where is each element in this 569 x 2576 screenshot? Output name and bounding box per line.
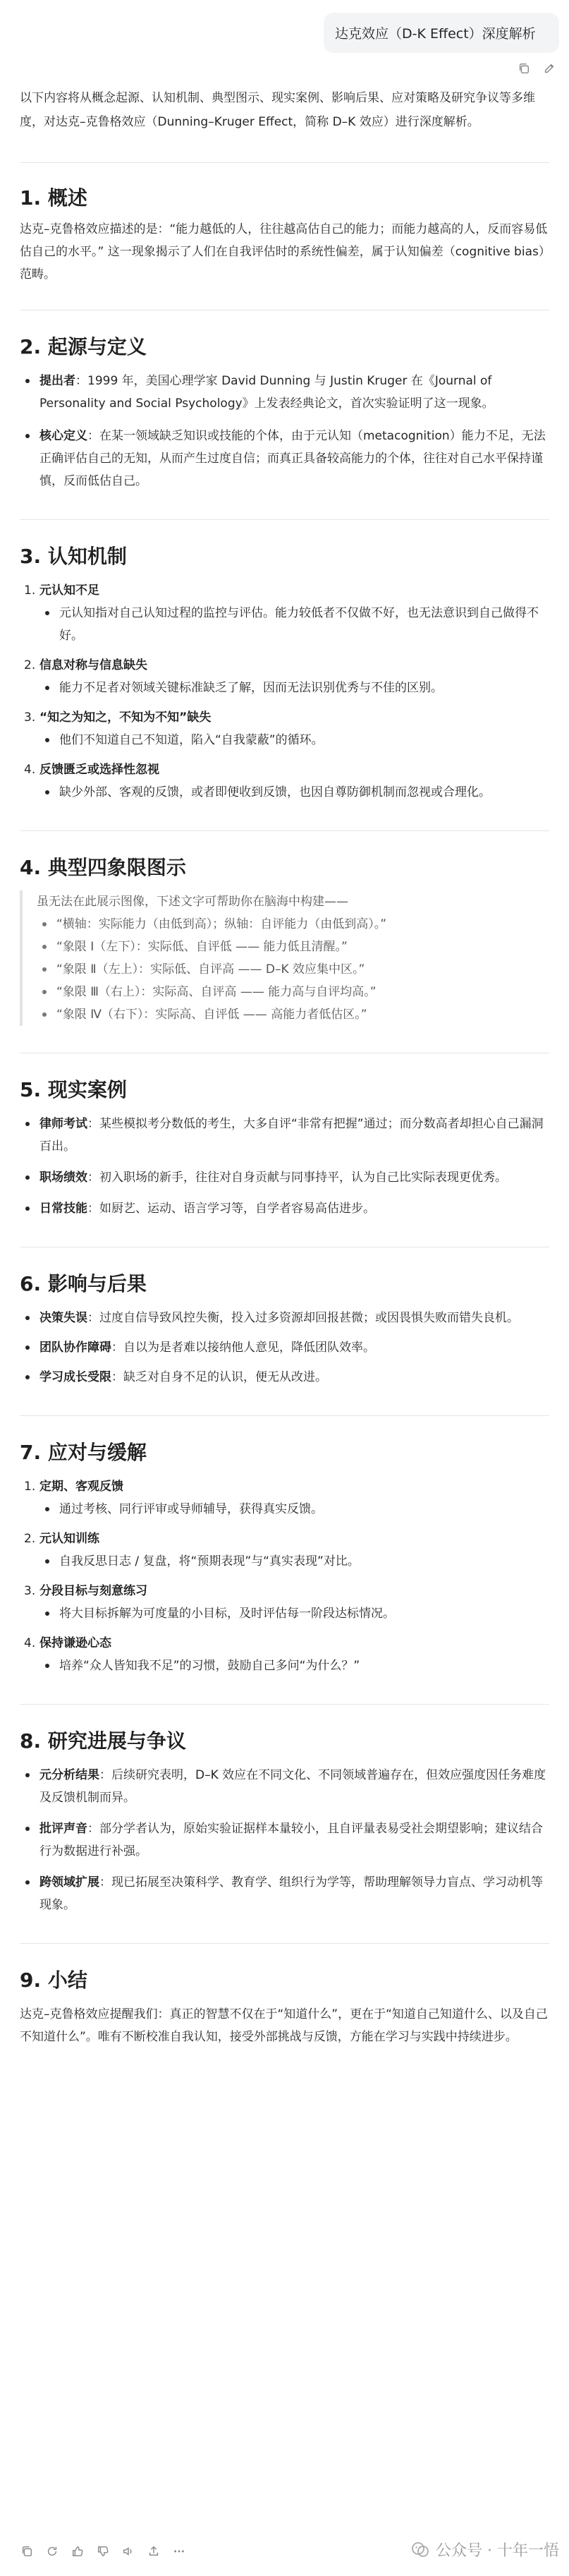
list-item-label: 反馈匮乏或选择性忽视: [39, 763, 159, 777]
list-item-label: 元认知训练: [39, 1532, 99, 1546]
section-4-title: 4. 典型四象限图示: [20, 856, 186, 879]
quote-item: “象限 Ⅱ（左上）：实际低、自评高 —— D–K 效应集中区。”: [37, 958, 549, 981]
thumbs-up-icon[interactable]: [71, 2544, 85, 2558]
share-icon[interactable]: [147, 2544, 161, 2558]
section-9-title: 9. 小结: [20, 1969, 87, 1992]
section-5-title: 5. 现实案例: [20, 1078, 127, 1101]
list-item-text: ：在某一领域缺乏知识或技能的个体，由于元认知（metacognition）能力不足，无法正确评估自己的无知，从而产生过度自信；而真正具备较高能力的个体，往往对自己水平保持谨慎，反而低估自己。: [39, 429, 546, 488]
section-8-title: 8. 研究进展与争议: [20, 1729, 186, 1753]
sub-list-item: 他们不知道自己不知道，陷入“自我蒙蔽”的循环。: [39, 729, 549, 751]
section-7-list: [20, 1475, 549, 1677]
section-2-list: [20, 370, 549, 492]
list-item-text: ：1999 年，美国心理学家 David Dunning 与 Justin Kruger 在《Journal of Personality and Social Psychology》上发表经典论文，首次实验证明了这一现象。: [39, 374, 494, 411]
list-item-label: 元认知不足: [39, 583, 99, 598]
watermark-text: 公众号 · 十年一悟: [436, 2542, 559, 2560]
list-item: [20, 1336, 549, 1359]
answer-actions: [20, 2544, 186, 2558]
section-1-title: 1. 概述: [20, 186, 87, 210]
copy-icon[interactable]: [20, 2544, 34, 2558]
section-1-text: 达克–克鲁格效应描述的是：“能力越低的人，往往越高估自己的能力；而能力越高的人，反而容易低估自己的水平。” 这一现象揭示了人们在自我评估时的系统性偏差，属于认知偏差（cognitive bias）范畴。: [20, 222, 548, 282]
list-item: [20, 1871, 549, 1916]
list-item-text: ：自以为是者难以接纳他人意见，降低团队效率。: [111, 1341, 375, 1355]
list-item: [20, 370, 549, 415]
quote-item: “象限 Ⅰ（左下）：实际低、自评低 —— 能力低且清醒。”: [37, 936, 549, 958]
list-item-text: ：缺乏对自身不足的认识，便无从改进。: [111, 1370, 327, 1384]
list-item-text: ：如厨艺、运动、语言学习等，自学者容易高估进步。: [87, 1202, 375, 1216]
quote-item: “横轴：实际能力（由低到高）；纵轴：自评能力（由低到高）。”: [37, 913, 549, 936]
user-query-actions: [517, 61, 556, 75]
copy-icon[interactable]: [517, 61, 531, 75]
list-item: [20, 1632, 549, 1655]
list-item: [20, 1528, 549, 1550]
list-number: 3.: [24, 710, 36, 725]
list-item-label: 批评声音: [39, 1822, 87, 1836]
list-item: [20, 706, 549, 729]
section-2-title: 2. 起源与定义: [20, 335, 147, 358]
sub-list-item: 自我反思日志 / 复盘，将“预期表现”与“真实表现”对比。: [39, 1550, 549, 1573]
list-item: [20, 654, 549, 677]
list-item-label: 保持谦逊心态: [39, 1636, 111, 1650]
quote-item: “象限 Ⅳ（右下）：实际高、自评低 —— 高能力者低估区。”: [37, 1003, 549, 1026]
list-item: [20, 425, 549, 492]
section-6-list: [20, 1307, 549, 1389]
list-item-text: ：初入职场的新手，往往对自身贡献与同事持平，认为自己比实际表现更优秀。: [87, 1171, 507, 1185]
section-3-list: [20, 579, 549, 804]
list-item: [20, 1475, 549, 1498]
quadrant-quote-block: [20, 890, 549, 1026]
list-item-label: 分段目标与刻意练习: [39, 1584, 147, 1598]
more-icon[interactable]: [172, 2544, 186, 2558]
list-item-label: 跨领域扩展: [39, 1875, 99, 1889]
list-item-label: 元分析结果: [39, 1768, 99, 1782]
list-number: 3.: [24, 1584, 36, 1598]
list-number: 2.: [24, 1532, 36, 1546]
thumbs-down-icon[interactable]: [96, 2544, 110, 2558]
list-item: [20, 1197, 549, 1220]
list-item-text: ：现已拓展至决策科学、教育学、组织行为学等，帮助理解领导力盲点、学习动机等现象。: [39, 1875, 543, 1912]
list-item: [20, 1764, 549, 1809]
list-item: [20, 1113, 549, 1158]
list-number: 1.: [24, 1480, 36, 1494]
section-5-list: [20, 1113, 549, 1220]
list-item: [20, 1307, 549, 1329]
sub-list-item: 元认知指对自己认知过程的监控与评估。能力较低者不仅做不好，也无法意识到自己做得不好。: [39, 602, 549, 647]
list-item-text: ：过度自信导致风控失衡，投入过多资源却回报甚微；或因畏惧失败而错失良机。: [87, 1311, 519, 1325]
sub-list-item: 培养“众人皆知我不足”的习惯，鼓励自己多问“为什么？”: [39, 1655, 549, 1677]
list-number: 1.: [24, 583, 36, 598]
list-item: [20, 1166, 549, 1189]
wechat-logo-icon: [410, 2540, 430, 2560]
quote-head: 虽无法在此展示图像，下述文字可帮助你在脑海中构建——: [37, 895, 348, 909]
user-query-bubble: [324, 13, 559, 53]
intro-paragraph: 以下内容将从概念起源、认知机制、典型图示、现实案例、影响后果、应对策略及研究争议等多维度，对达克–克鲁格效应（Dunning–Kruger Effect，简称 D–K 效应）进行深度解析。: [20, 91, 535, 129]
watermark: [410, 2539, 559, 2560]
list-item-label: 信息对称与信息缺失: [39, 658, 147, 672]
list-item-label: 律师考试: [39, 1117, 87, 1131]
assistant-answer: [20, 86, 549, 2048]
sub-list-item: 缺少外部、客观的反馈，或者即便收到反馈，也因自尊防御机制而忽视或合理化。: [39, 781, 549, 804]
list-item-label: 职场绩效: [39, 1171, 87, 1185]
edit-icon[interactable]: [542, 61, 556, 75]
list-item-label: 决策失误: [39, 1311, 87, 1325]
list-item: [20, 1580, 549, 1602]
sub-list-item: 能力不足者对领域关键标准缺乏了解，因而无法识别优秀与不佳的区别。: [39, 677, 549, 699]
user-query-text: 达克效应（D-K Effect）深度解析: [335, 26, 536, 42]
section-8-list: [20, 1764, 549, 1916]
quote-item: “象限 Ⅲ（右上）：实际高、自评高 —— 能力高与自评均高。”: [37, 981, 549, 1003]
list-number: 4.: [24, 763, 36, 777]
section-9-text: 达克–克鲁格效应提醒我们：真正的智慧不仅在于“知道什么”，更在于“知道自己知道什么、以及自己不知道什么”。唯有不断校准自我认知，接受外部挑战与反馈，方能在学习与实践中持续进步。: [20, 2007, 548, 2044]
list-number: 2.: [24, 658, 36, 672]
list-item: [20, 1366, 549, 1389]
list-item-text: ：后续研究表明，D–K 效应在不同文化、不同领域普遍存在，但效应强度因任务难度及反馈机制而异。: [39, 1768, 546, 1805]
list-item-label: 定期、客观反馈: [39, 1480, 123, 1494]
speaker-icon[interactable]: [121, 2544, 135, 2558]
section-6-title: 6. 影响与后果: [20, 1272, 147, 1295]
list-item-label: 核心定义: [39, 429, 87, 443]
list-item-label: “知之为知之，不知为不知”缺失: [39, 710, 212, 725]
section-7-title: 7. 应对与缓解: [20, 1441, 147, 1464]
list-item: [20, 758, 549, 781]
section-3-title: 3. 认知机制: [20, 545, 127, 568]
list-item-text: ：部分学者认为，原始实验证据样本量较小，且自评量表易受社会期望影响；建议结合行为数据进行补强。: [39, 1822, 543, 1858]
sub-list-item: 通过考核、同行评审或导师辅导，获得真实反馈。: [39, 1498, 549, 1520]
regenerate-icon[interactable]: [45, 2544, 59, 2558]
list-item: [20, 579, 549, 602]
list-item-label: 学习成长受限: [39, 1370, 111, 1384]
list-item-label: 日常技能: [39, 1202, 87, 1216]
list-number: 4.: [24, 1636, 36, 1650]
list-item-text: ：某些模拟考分数低的考生，大多自评“非常有把握”通过；而分数高者却担心自己漏洞百出。: [39, 1117, 544, 1154]
list-item: [20, 1818, 549, 1863]
sub-list-item: 将大目标拆解为可度量的小目标，及时评估每一阶段达标情况。: [39, 1602, 549, 1625]
list-item-label: 提出者: [39, 374, 75, 388]
list-item-label: 团队协作障碍: [39, 1341, 111, 1355]
